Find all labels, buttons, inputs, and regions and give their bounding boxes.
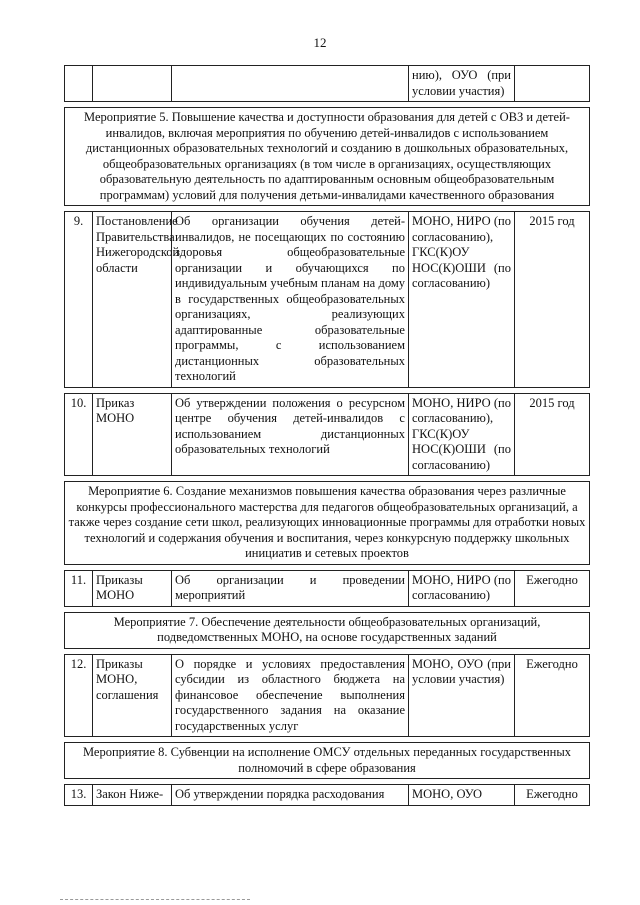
row-12-num: 12. <box>65 654 93 737</box>
row-top-num <box>65 66 93 102</box>
table-row <box>65 785 590 806</box>
row-11-num: 11. <box>65 570 93 606</box>
row-11-doc: Приказы МОНО <box>93 570 172 606</box>
section-5-heading: Мероприятие 5. Повышение качества и доступности образования для детей с ОВЗ и детей-инвалидов, включая мероприятия по обучению детей-инвалидов с использованием дистанционных образовательных технологий и созданию в дошкольных образовательных, общеобразовательных организациях (в том числе в организациях, осуществляющих образовательную деятельность по адаптированным основным общеобразовательным программам) условий для получения детьми-инвалидами качественного образования <box>65 108 590 206</box>
section-8-heading: Мероприятие 8. Субвенции на исполнение ОМСУ отдельных переданных государственных полномочий в сфере образования <box>65 743 590 779</box>
row-11-responsible: МОНО, НИРО (по согласованию) <box>409 570 515 606</box>
row-10-doc: Приказ МОНО <box>93 393 172 476</box>
row-9-term: 2015 год <box>515 212 590 388</box>
table-row <box>65 654 590 737</box>
row-13-doc: Закон Ниже- <box>93 785 172 806</box>
page-number: 12 <box>313 35 327 50</box>
row-top-term <box>515 66 590 102</box>
row-11-subject: Об организации и проведении мероприятий <box>172 570 409 606</box>
row-11-term: Ежегодно <box>515 570 590 606</box>
row-top-responsible: нию), ОУО (при условии участия) <box>409 66 515 102</box>
row-10-num: 10. <box>65 393 93 476</box>
row-12-responsible: МОНО, ОУО (при условии участия) <box>409 654 515 737</box>
row-10-responsible: МОНО, НИРО (по согласованию), ГКС(К)ОУ НОС(К)ОШИ (по согласованию) <box>409 393 515 476</box>
section-row <box>65 108 590 206</box>
row-9-subject: Об организации обучения детей-инвалидов, не посещающих по состоянию здоровья общеобразовательные организации и обучающихся по индивидуальным учебным планам на дому в государственных общеобразовательных организациях, реализующих адаптированные образовательные программы, с использованием дистанционных образовательных технологий <box>172 212 409 388</box>
section-7-heading: Мероприятие 7. Обеспечение деятельности общеобразовательных организаций, подведомственных МОНО, на основе государственных заданий <box>65 612 590 648</box>
row-13-num: 13. <box>65 785 93 806</box>
table-row <box>65 212 590 388</box>
section-row <box>65 482 590 565</box>
row-top-subject <box>172 66 409 102</box>
table-row <box>65 393 590 476</box>
section-row <box>65 743 590 779</box>
row-12-subject: О порядке и условиях предоставления субсидии из областного бюджета на финансовое обеспечение выполнения государственного задания на оказание государственных услуг <box>172 654 409 737</box>
row-10-subject: Об утверждении положения о ресурсном центре обучения детей-инвалидов с использованием дистанционных образовательных технологий <box>172 393 409 476</box>
row-13-responsible: МОНО, ОУО <box>409 785 515 806</box>
row-13-subject: Об утверждении порядка расходования <box>172 785 409 806</box>
table-row <box>65 66 590 102</box>
row-9-doc: Постановление Правительства Нижегородской области <box>93 212 172 388</box>
row-13-term: Ежегодно <box>515 785 590 806</box>
table-row <box>65 570 590 606</box>
row-9-responsible: МОНО, НИРО (по согласованию), ГКС(К)ОУ НОС(К)ОШИ (по согласованию) <box>409 212 515 388</box>
row-9-num: 9. <box>65 212 93 388</box>
row-10-term: 2015 год <box>515 393 590 476</box>
section-6-heading: Мероприятие 6. Создание механизмов повышения качества образования через различные конкурсы профессионального мастерства для педагогов общеобразовательных организаций, а также через создание сети школ, реализующих инновационные программы для отработки новых технологий и содержания обучения и воспитания, через конкурсную поддержку школьных инициатив и сетевых проектов <box>65 482 590 565</box>
measures-table <box>64 65 590 806</box>
section-row <box>65 612 590 648</box>
scan-artifact-line <box>60 899 250 901</box>
row-top-doc <box>93 66 172 102</box>
row-12-doc: Приказы МОНО, соглашения <box>93 654 172 737</box>
row-12-term: Ежегодно <box>515 654 590 737</box>
